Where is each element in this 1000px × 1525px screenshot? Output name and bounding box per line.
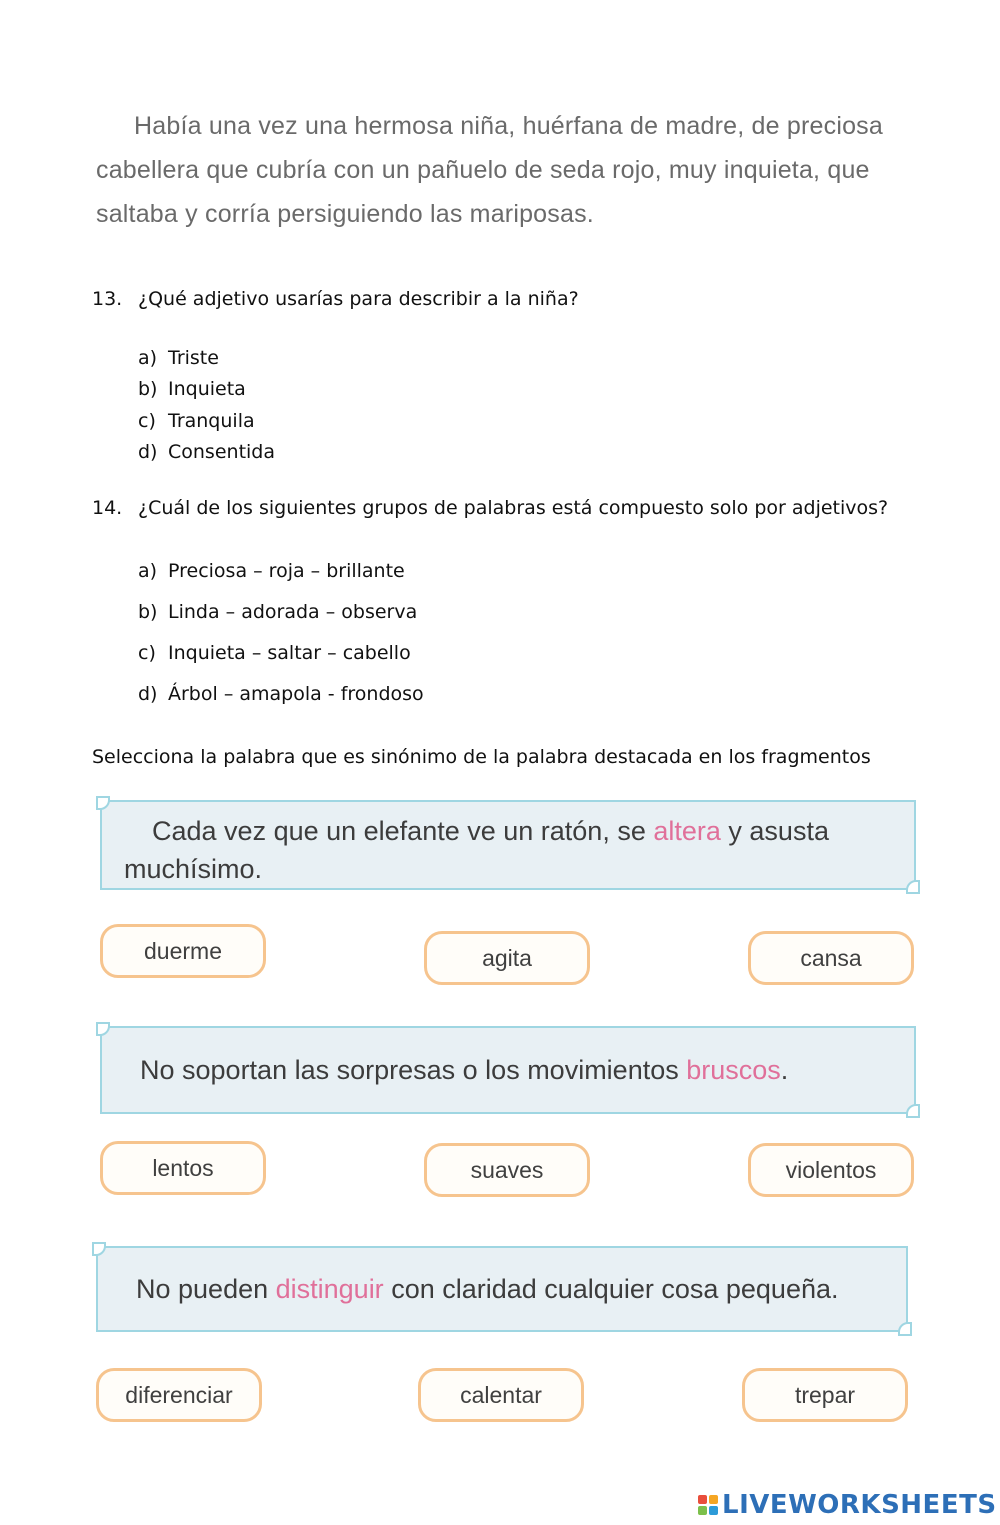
question-13 [92,288,579,310]
option-c[interactable]: c) Tranquila [138,409,255,432]
question-number: 14. [92,497,123,519]
question-number: 13. [92,288,123,310]
question-text: ¿Qué adjetivo usarías para describir a la niña? [138,288,579,310]
choice-suaves[interactable]: suaves [424,1143,590,1197]
choice-agita[interactable]: agita [424,931,590,985]
question-text: ¿Cuál de los siguientes grupos de palabras está compuesto solo por adjetivos? [138,497,889,519]
question-14 [92,497,888,519]
highlighted-word: altera [653,816,721,846]
option-b[interactable]: b) Linda – adorada – observa [138,600,418,623]
highlighted-word: distinguir [275,1273,384,1304]
fragment-3: No pueden distinguir con claridad cualquier cosa pequeña. [96,1246,908,1332]
option-d[interactable]: d) Consentida [138,441,275,464]
choice-violentos[interactable]: violentos [748,1143,914,1197]
option-a[interactable]: a) Triste [138,346,219,369]
liveworksheets-logo-icon [698,1495,718,1515]
liveworksheets-logo[interactable] [698,1488,997,1522]
choice-lentos[interactable]: lentos [100,1141,266,1195]
choice-calentar[interactable]: calentar [418,1368,584,1422]
question-13-options [138,342,275,468]
fragment-2: No soportan las sorpresas o los movimientos bruscos. [100,1026,916,1114]
option-d[interactable]: d) Árbol – amapola - frondoso [138,682,424,705]
reading-passage: Había una vez una hermosa niña, huérfana de madre, de preciosa cabellera que cubría con un pañuelo de seda rojo, muy inquieta, que saltaba y corría persiguiendo las mariposas. [96,112,883,228]
option-c[interactable]: c) Inquieta – saltar – cabello [138,641,411,664]
question-14-options [138,550,424,714]
choice-diferenciar[interactable]: diferenciar [96,1368,262,1422]
choice-cansa[interactable]: cansa [748,931,914,985]
option-b[interactable]: b) Inquieta [138,378,246,401]
brand-name: LIVEWORKSHEETS [722,1490,997,1520]
choice-trepar[interactable]: trepar [742,1368,908,1422]
highlighted-word: bruscos [686,1054,781,1085]
option-a[interactable]: a) Preciosa – roja – brillante [138,559,405,582]
fragment-1: Cada vez que un elefante ve un ratón, se altera y asusta muchísimo. [100,800,916,890]
choice-duerme[interactable]: duerme [100,924,266,978]
instruction-text: Selecciona la palabra que es sinónimo de la palabra destacada en los fragmentos [92,746,871,768]
